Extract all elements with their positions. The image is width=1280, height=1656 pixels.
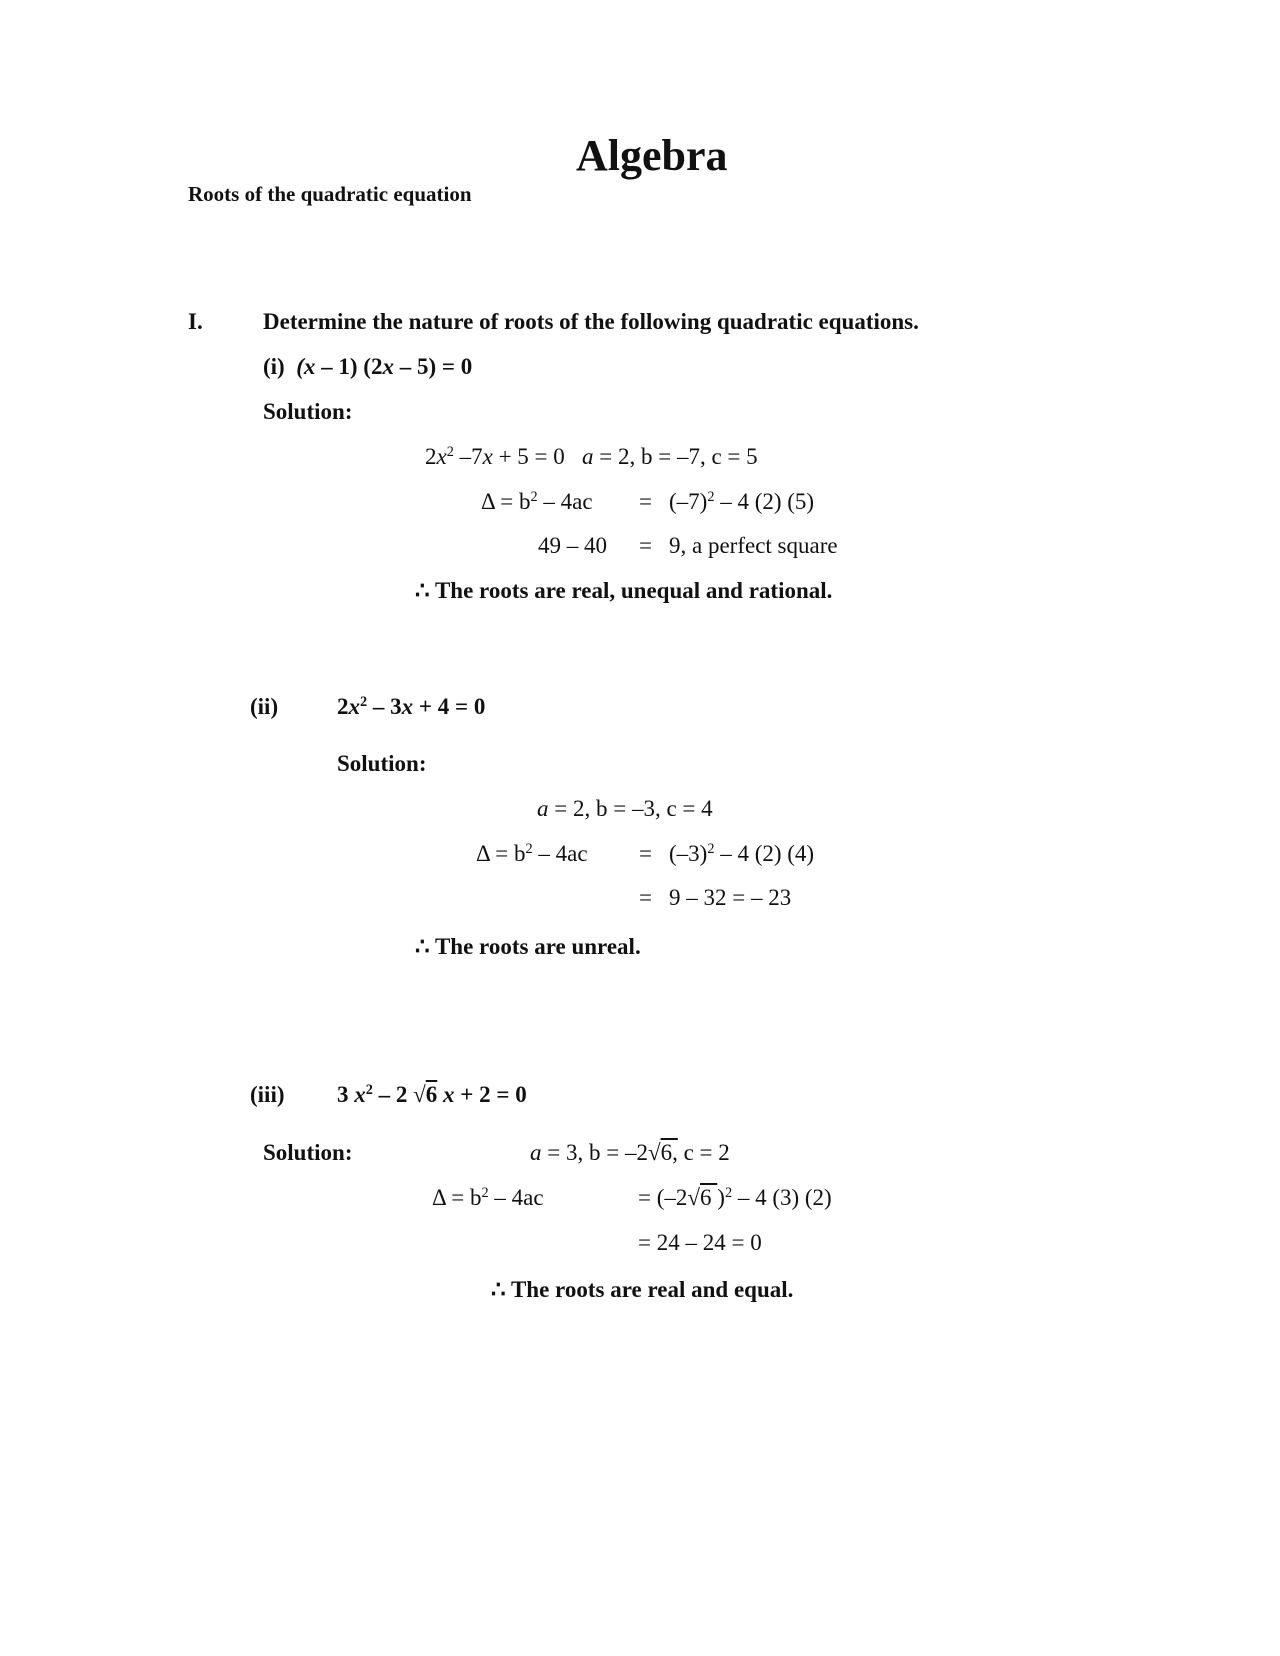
math-part: = 2, b = –3, c = 4 bbox=[548, 796, 713, 821]
math-part: – 4 (2) (5) bbox=[714, 489, 815, 514]
math-sup: 2 bbox=[446, 444, 454, 461]
problem-1-solution-label: Solution: bbox=[263, 399, 353, 424]
problem-3-equation bbox=[337, 1083, 527, 1106]
math-part: + 5 = 0 bbox=[492, 444, 565, 469]
equals-sign: = bbox=[639, 841, 652, 866]
math-radicand: 6, bbox=[660, 1140, 678, 1165]
equals-sign: = bbox=[639, 489, 652, 514]
problem-2-line-3-rhs: 9 – 32 = – 23 bbox=[669, 885, 792, 910]
math-part: (–7) bbox=[669, 489, 708, 514]
math-part: 2 bbox=[425, 444, 437, 469]
eq-part: x bbox=[443, 1082, 455, 1107]
math-sup: 2 bbox=[707, 489, 715, 506]
eq-part: (x bbox=[296, 354, 316, 379]
problem-1-line-3-rhs: 9, a perfect square bbox=[669, 533, 838, 558]
eq-part: x bbox=[348, 694, 360, 719]
eq-sup: 2 bbox=[365, 1082, 373, 1099]
problem-2-conclusion: ∴ The roots are unreal. bbox=[415, 934, 641, 959]
equals-sign: = bbox=[639, 885, 652, 910]
math-part: – 4ac bbox=[537, 489, 593, 514]
eq-part: – 1) (2 bbox=[315, 354, 383, 379]
eq-part: x bbox=[354, 1082, 366, 1107]
section-number: I. bbox=[188, 309, 203, 334]
problem-3-solution-label: Solution: bbox=[263, 1140, 353, 1165]
eq-part: + 4 = 0 bbox=[413, 694, 486, 719]
eq-part: + 2 = 0 bbox=[454, 1082, 527, 1107]
math-part: a bbox=[582, 444, 594, 469]
page-title: Algebra bbox=[576, 131, 728, 180]
math-sup: 2 bbox=[724, 1185, 733, 1202]
problem-1-equation bbox=[263, 355, 472, 378]
math-part: Δ = b bbox=[481, 489, 531, 514]
problem-1-line-2-rhs bbox=[669, 490, 814, 513]
math-part: Δ = b bbox=[432, 1185, 482, 1210]
problem-1-conclusion: ∴ The roots are real, unequal and rational. bbox=[415, 578, 833, 603]
math-part: – 4 (2) (4) bbox=[714, 841, 815, 866]
eq-part: – 2 √ bbox=[372, 1082, 426, 1107]
equals-sign: = bbox=[639, 533, 652, 558]
math-part: – 4 (3) (2) bbox=[732, 1185, 832, 1210]
math-sup: 2 bbox=[707, 841, 715, 858]
math-sup: 2 bbox=[530, 489, 538, 506]
math-part: x bbox=[436, 444, 447, 469]
math-part: –7 bbox=[453, 444, 483, 469]
math-part: = 2, b = –7, c = 5 bbox=[593, 444, 758, 469]
eq-part: 3 bbox=[337, 1082, 355, 1107]
problem-2-label: (ii) bbox=[250, 694, 279, 719]
math-sup: 2 bbox=[525, 841, 533, 858]
math-part: = (–2√ bbox=[638, 1185, 701, 1210]
math-part: x bbox=[482, 444, 493, 469]
problem-1-line-1 bbox=[425, 445, 758, 468]
math-part: a bbox=[537, 796, 549, 821]
problem-2-line-2-lhs bbox=[476, 842, 588, 865]
problem-2-solution-label: Solution: bbox=[337, 751, 427, 776]
math-part: = 3, b = –2√ bbox=[541, 1140, 661, 1165]
problem-2-equation bbox=[337, 695, 485, 718]
problem-2-line-1 bbox=[537, 797, 713, 820]
math-sup: 2 bbox=[481, 1185, 489, 1202]
problem-3-label: (iii) bbox=[250, 1082, 285, 1107]
problem-1-label: (i) bbox=[263, 354, 285, 379]
math-part: a bbox=[530, 1140, 542, 1165]
eq-radicand: 6 bbox=[425, 1082, 438, 1107]
math-part: Δ = b bbox=[476, 841, 526, 866]
problem-3-line-3-rhs: = 24 – 24 = 0 bbox=[638, 1230, 762, 1255]
problem-3-line-1 bbox=[530, 1141, 730, 1164]
section-instruction: Determine the nature of roots of the following quadratic equations. bbox=[263, 309, 919, 334]
math-part: – 4ac bbox=[488, 1185, 544, 1210]
problem-1-line-3-lhs: 49 – 40 bbox=[538, 533, 607, 558]
eq-part: x bbox=[401, 694, 414, 719]
math-radicand: 6 bbox=[700, 1185, 718, 1210]
problem-1-line-2-lhs bbox=[481, 490, 593, 513]
problem-3-conclusion: ∴ The roots are real and equal. bbox=[491, 1277, 794, 1302]
math-part: c = 2 bbox=[677, 1140, 730, 1165]
math-part: ) bbox=[717, 1185, 725, 1210]
eq-part: x bbox=[382, 354, 394, 379]
problem-2-line-2-rhs bbox=[669, 842, 814, 865]
eq-part: 2 bbox=[337, 694, 349, 719]
math-part: – 4ac bbox=[532, 841, 588, 866]
problem-3-line-2-rhs bbox=[638, 1186, 832, 1209]
page-subtitle: Roots of the quadratic equation bbox=[188, 182, 472, 206]
eq-part: – 3 bbox=[367, 694, 402, 719]
problem-3-line-2-lhs bbox=[432, 1186, 544, 1209]
eq-part: – 5) = 0 bbox=[393, 354, 473, 379]
math-part: (–3) bbox=[669, 841, 708, 866]
eq-sup: 2 bbox=[360, 694, 368, 711]
